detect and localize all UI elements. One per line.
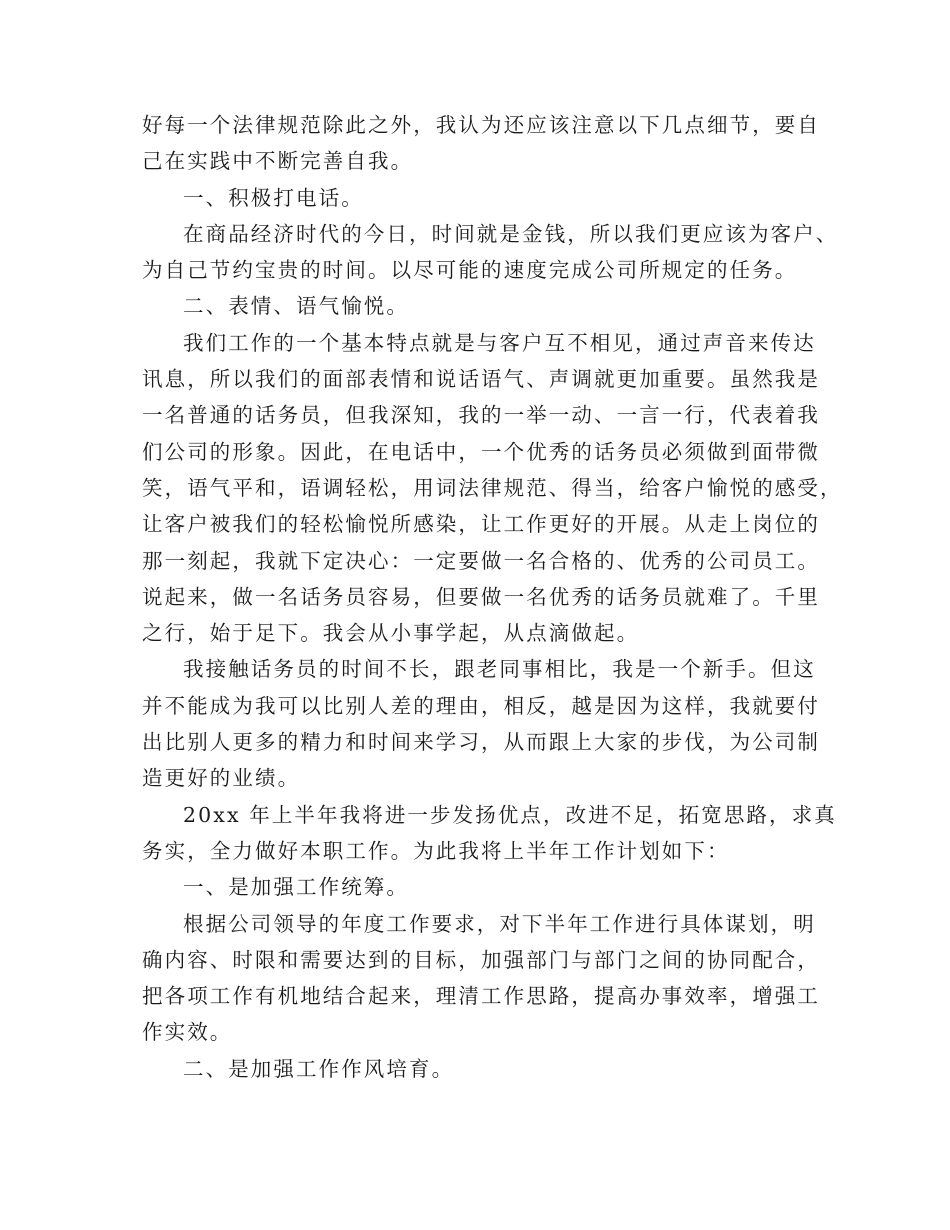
paragraph (142, 325, 843, 652)
text-line: 作实效。 (142, 1020, 233, 1045)
paragraph (142, 288, 807, 324)
text-line: 把各项工作有机地结合起来，理清工作思路，提高办事效率，增强工 (142, 984, 820, 1009)
text-line: 20xx 年上半年我将进一步发扬优点，改进不足，拓宽思路，求真 (183, 802, 837, 827)
text-line: 二、表情、语气愉悦。 (183, 294, 409, 319)
text-line: 确内容、时限和需要达到的目标，加强部门与部门之间的协同配合， (142, 947, 820, 972)
text-line: 一、积极打电话。 (183, 185, 364, 210)
paragraph (142, 797, 837, 870)
text-line: 一名普通的话务员，但我深知，我的一举一动、一言一行，代表着我 (142, 403, 820, 428)
text-line: 让客户被我们的轻松愉悦所感染，让工作更好的开展。从走上岗位的 (142, 512, 820, 537)
text-line: 并不能成为我可以比别人差的理由，相反，越是因为这样，我就要付 (142, 693, 820, 718)
text-line: 一、是加强工作统筹。 (183, 875, 409, 900)
paragraph (142, 651, 820, 796)
text-line: 讯息，所以我们的面部表情和说话语气、声调就更加重要。虽然我是 (142, 367, 820, 392)
text-line: 我们工作的一个基本特点就是与客户互不相见，通过声音来传达 (183, 330, 816, 355)
paragraph (142, 107, 820, 180)
text-line: 在商品经济时代的今日，时间就是金钱，所以我们更应该为客户、 (183, 221, 839, 246)
text-line: 出比别人更多的精力和时间来学习，从而跟上大家的步伐，为公司制 (142, 730, 820, 755)
text-line: 我接触话务员的时间不长，跟老同事相比，我是一个新手。但这 (183, 657, 816, 682)
text-line: 二、是加强工作作风培育。 (183, 1056, 455, 1081)
text-line: 们公司的形象。因此，在电话中，一个优秀的话务员必须做到面带微 (142, 439, 820, 464)
text-line: 造更好的业绩。 (142, 766, 301, 791)
text-line: 说起来，做一名话务员容易，但要做一名优秀的话务员就难了。千里 (142, 584, 820, 609)
text-line: 为自己节约宝贵的时间。以尽可能的速度完成公司所规定的任务。 (142, 258, 798, 283)
paragraph (142, 869, 807, 905)
paragraph (142, 216, 839, 289)
text-line: 根据公司领导的年度工作要求，对下半年工作进行具体谋划，明 (183, 911, 816, 936)
paragraph (142, 1051, 807, 1087)
text-line: 笑，语气平和，语调轻松，用词法律规范、得当，给客户愉悦的感受， (142, 475, 843, 500)
text-line: 好每一个法律规范除此之外，我认为还应该注意以下几点细节，要自 (142, 113, 820, 137)
text-line: 之行，始于足下。我会从小事学起，从点滴做起。 (142, 621, 640, 646)
paragraph (142, 906, 820, 1051)
paragraph (142, 180, 807, 216)
text-line: 务实，全力做好本职工作。为此我将上半年工作计划如下： (142, 838, 730, 863)
document-body (142, 107, 843, 1087)
text-line: 己在实践中不断完善自我。 (142, 149, 414, 174)
text-line: 那一刻起，我就下定决心：一定要做一名合格的、优秀的公司员工。 (142, 548, 820, 573)
